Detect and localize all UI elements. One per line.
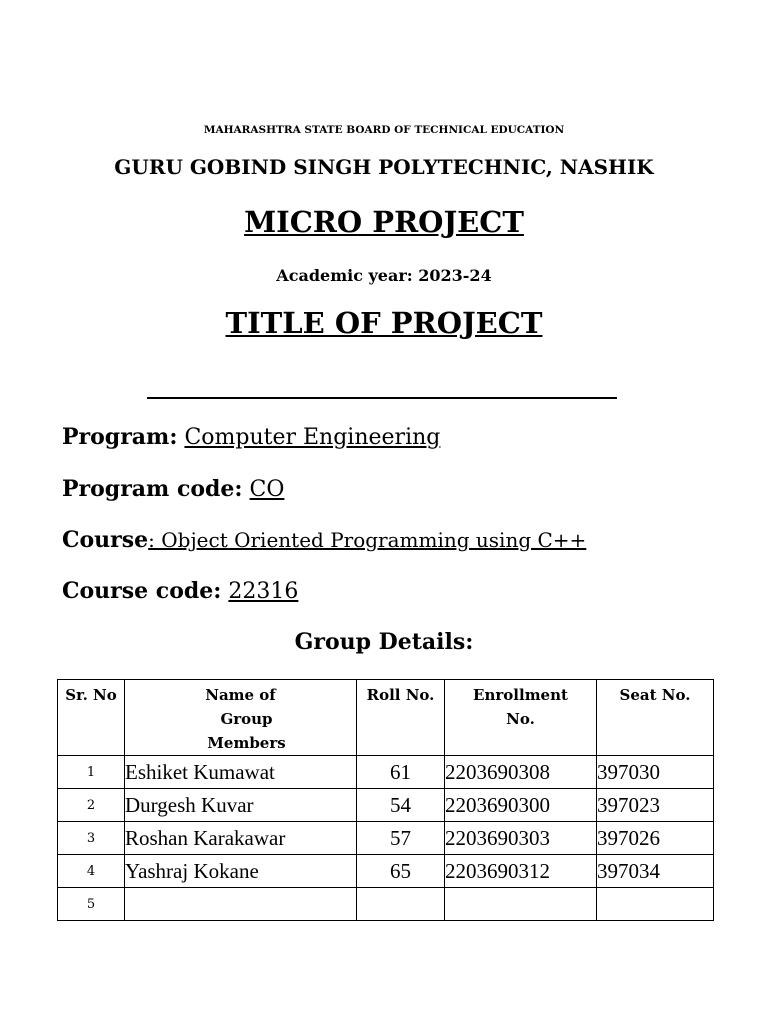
seat-cell: 397026 — [597, 822, 714, 855]
table-row — [58, 855, 714, 888]
program-code-field — [62, 476, 284, 502]
sr-cell: 2 — [58, 789, 125, 822]
name-header-line-1: Name of — [205, 686, 276, 704]
seat-cell — [597, 888, 714, 921]
sr-cell: 4 — [58, 855, 125, 888]
name-header-line-2: Group — [220, 710, 273, 728]
college-name: GURU GOBIND SINGH POLYTECHNIC, NASHIK — [114, 155, 654, 179]
name-header-line-3: Members — [207, 734, 286, 752]
board-name: MAHARASHTRA STATE BOARD OF TECHNICAL EDUCATION — [203, 124, 565, 136]
program-label: Program: — [62, 424, 178, 450]
name-header — [125, 680, 357, 756]
sr-no-header: Sr. No — [58, 680, 125, 756]
sr-cell: 3 — [58, 822, 125, 855]
program-code-value: CO — [249, 477, 285, 502]
table-row — [58, 756, 714, 789]
name-cell: Durgesh Kuvar — [125, 789, 357, 822]
program-value: Computer Engineering — [184, 425, 441, 450]
sr-cell: 5 — [58, 888, 125, 921]
document-type: MICRO PROJECT — [244, 205, 524, 239]
enrollment-cell: 2203690312 — [445, 855, 597, 888]
roll-cell: 54 — [357, 789, 445, 822]
table-row — [58, 888, 714, 921]
course-value: : Object Oriented Programming using C++ — [148, 528, 587, 552]
roll-no-header: Roll No. — [357, 680, 445, 756]
enrollment-header-line-2: No. — [506, 710, 535, 728]
enrollment-cell: 2203690303 — [445, 822, 597, 855]
enrollment-header-line-1: Enrollment — [473, 686, 568, 704]
sr-cell: 1 — [58, 756, 125, 789]
table-row — [58, 789, 714, 822]
enrollment-header — [445, 680, 597, 756]
enrollment-cell — [445, 888, 597, 921]
program-code-label: Program code: — [62, 476, 243, 502]
group-details-title: Group Details: — [294, 629, 474, 655]
table-header-row — [58, 680, 714, 756]
course-code-label: Course code: — [62, 578, 222, 604]
course-code-field — [62, 578, 298, 604]
name-cell: Roshan Karakawar — [125, 822, 357, 855]
name-cell: Eshiket Kumawat — [125, 756, 357, 789]
seat-cell: 397030 — [597, 756, 714, 789]
project-title-heading: TITLE OF PROJECT — [225, 306, 543, 340]
roll-cell: 61 — [357, 756, 445, 789]
roll-cell — [357, 888, 445, 921]
seat-cell: 397034 — [597, 855, 714, 888]
enrollment-cell: 2203690308 — [445, 756, 597, 789]
program-field — [62, 424, 440, 450]
roll-cell: 57 — [357, 822, 445, 855]
enrollment-cell: 2203690300 — [445, 789, 597, 822]
group-members-table — [57, 679, 714, 921]
course-label: Course — [62, 527, 149, 553]
academic-year: Academic year: 2023-24 — [276, 266, 492, 285]
title-blank-line — [147, 397, 617, 399]
course-field — [62, 527, 586, 553]
name-cell: Yashraj Kokane — [125, 855, 357, 888]
name-cell — [125, 888, 357, 921]
roll-cell: 65 — [357, 855, 445, 888]
seat-no-header: Seat No. — [597, 680, 714, 756]
table-row — [58, 822, 714, 855]
seat-cell: 397023 — [597, 789, 714, 822]
course-code-value: 22316 — [228, 579, 299, 604]
